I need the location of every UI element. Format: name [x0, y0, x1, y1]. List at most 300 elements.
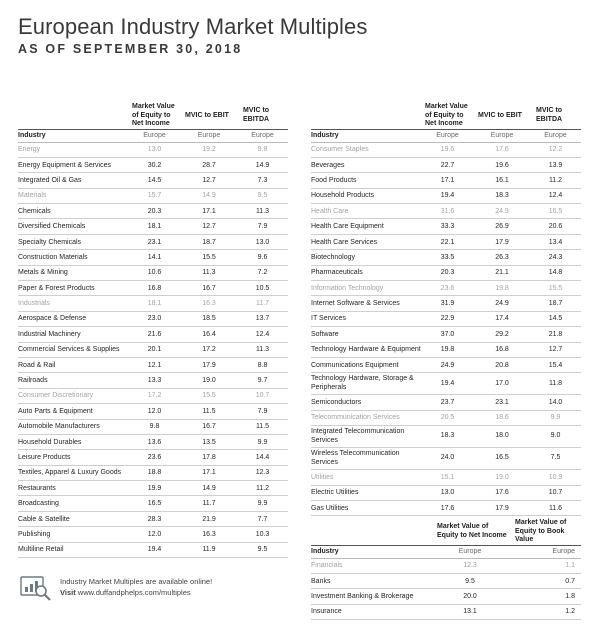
mv-net-income-value: 10.6	[128, 265, 181, 280]
industry-row	[18, 434, 288, 449]
industry-name: Industrials	[18, 296, 128, 311]
mvic-ebitda-value: 24.3	[530, 250, 581, 265]
industry-name: Financials	[311, 558, 431, 573]
mv-net-income-value: 21.6	[128, 327, 181, 342]
industry-row	[311, 395, 581, 410]
mv-net-income-value: 20.5	[421, 410, 474, 425]
col-header-mv-net-income: Market Value of Equity to Net Income	[437, 523, 507, 539]
industry-name: Paper & Forest Products	[18, 281, 128, 296]
region-label: Europe	[128, 129, 181, 142]
page-subtitle: AS OF SEPTEMBER 30, 2018	[18, 42, 243, 56]
mv-net-income-value: 19.9	[128, 481, 181, 496]
mv-net-income-value: 13.0	[421, 485, 474, 500]
mv-net-income-value: 16.5	[128, 496, 181, 511]
industry-name: Electric Utilities	[311, 485, 421, 500]
industry-name: Banks	[311, 573, 431, 588]
mvic-ebitda-value: 12.7	[530, 342, 581, 357]
mvic-ebit-value: 29.2	[474, 327, 530, 342]
industry-row	[18, 281, 288, 296]
financials-multiples-table	[311, 519, 581, 620]
sector-row	[311, 558, 581, 573]
page-title: European Industry Market Multiples	[18, 14, 368, 39]
mvic-ebit-value: 15.5	[181, 250, 237, 265]
industry-row	[311, 589, 581, 604]
mv-net-income-value: 24.0	[421, 448, 474, 470]
industry-name: Railroads	[18, 373, 128, 388]
industry-row	[311, 448, 581, 470]
industry-name: Construction Materials	[18, 250, 128, 265]
mv-book-value-value: 1.1	[509, 558, 581, 573]
region-label: Europe	[421, 129, 474, 142]
mvic-ebit-value: 11.7	[181, 496, 237, 511]
mv-net-income-value: 23.6	[128, 450, 181, 465]
mv-net-income-value: 22.9	[421, 311, 474, 326]
industry-name: Biotechnology	[311, 250, 421, 265]
mv-net-income-value: 22.7	[421, 157, 474, 172]
mvic-ebitda-value: 10.3	[237, 527, 288, 542]
mvic-ebit-value: 12.7	[181, 173, 237, 188]
mvic-ebitda-value: 9.0	[530, 426, 581, 448]
region-row	[18, 129, 288, 142]
mvic-ebit-value: 14.9	[181, 188, 237, 203]
mv-net-income-value: 18.1	[128, 296, 181, 311]
mvic-ebitda-value: 11.6	[530, 500, 581, 515]
industry-name: Technology Hardware, Storage & Peripherals	[311, 373, 421, 395]
industry-row	[311, 357, 581, 372]
industry-name: Integrated Telecommunication Services	[311, 426, 421, 448]
industry-name: Health Care Services	[311, 234, 421, 249]
mvic-ebitda-value: 10.7	[530, 485, 581, 500]
mvic-ebit-value: 15.5	[181, 388, 237, 403]
mv-net-income-value: 19.4	[128, 542, 181, 557]
industry-name: Household Durables	[18, 434, 128, 449]
mvic-ebitda-value: 9.7	[237, 373, 288, 388]
mvic-ebitda-value: 14.0	[530, 395, 581, 410]
mvic-ebit-value: 26.3	[474, 250, 530, 265]
mv-net-income-value: 31.6	[421, 204, 474, 219]
industry-row	[18, 450, 288, 465]
industry-row	[311, 219, 581, 234]
mvic-ebitda-value: 14.8	[530, 265, 581, 280]
mvic-ebit-value: 17.6	[474, 142, 530, 157]
industry-name: Household Products	[311, 188, 421, 203]
mvic-ebitda-value: 9.5	[237, 188, 288, 203]
industry-row	[311, 188, 581, 203]
mvic-ebit-value: 19.2	[181, 142, 237, 157]
col-header-industry: Industry	[311, 129, 421, 142]
col-header-industry: Industry	[311, 545, 431, 558]
region-label: Europe	[431, 545, 509, 558]
region-row	[311, 545, 581, 558]
mvic-ebitda-value: 18.7	[530, 296, 581, 311]
industry-name: Publishing	[18, 527, 128, 542]
right-multiples-table	[311, 103, 581, 516]
industry-row	[18, 173, 288, 188]
industry-row	[311, 250, 581, 265]
mvic-ebitda-value: 11.2	[530, 173, 581, 188]
mvic-ebitda-value: 11.7	[237, 296, 288, 311]
industry-row	[311, 311, 581, 326]
industry-name: Consumer Discretionary	[18, 388, 128, 403]
industry-name: Industrial Machinery	[18, 327, 128, 342]
industry-row	[18, 542, 288, 557]
visit-label: Visit	[60, 588, 76, 597]
mv-net-income-value: 28.3	[128, 511, 181, 526]
mv-net-income-value: 33.3	[421, 219, 474, 234]
region-label: Europe	[181, 129, 237, 142]
mvic-ebit-value: 20.8	[474, 357, 530, 372]
mvic-ebit-value: 23.1	[474, 395, 530, 410]
mvic-ebit-value: 16.8	[474, 342, 530, 357]
sector-row	[18, 188, 288, 203]
industry-name: Integrated Oil & Gas	[18, 173, 128, 188]
mv-net-income-value: 9.8	[128, 419, 181, 434]
mvic-ebitda-value: 9.5	[237, 542, 288, 557]
industry-name: Pharmaceuticals	[311, 265, 421, 280]
mv-net-income-value: 19.4	[421, 373, 474, 395]
mvic-ebit-value: 11.3	[181, 265, 237, 280]
mvic-ebitda-value: 16.5	[530, 204, 581, 219]
industry-name: Software	[311, 327, 421, 342]
mv-net-income-value: 19.8	[421, 342, 474, 357]
industry-row	[18, 419, 288, 434]
mvic-ebit-value: 28.7	[181, 157, 237, 172]
sector-row	[311, 410, 581, 425]
industry-name: Utilities	[311, 470, 421, 485]
industry-name: Energy Equipment & Services	[18, 157, 128, 172]
mv-net-income-value: 31.9	[421, 296, 474, 311]
mvic-ebit-value: 19.6	[474, 157, 530, 172]
industry-name: Road & Rail	[18, 357, 128, 372]
mvic-ebit-value: 16.7	[181, 419, 237, 434]
mv-net-income-value: 20.3	[421, 265, 474, 280]
mvic-ebit-value: 16.5	[474, 448, 530, 470]
region-label: Europe	[474, 129, 530, 142]
mvic-ebit-value: 16.7	[181, 281, 237, 296]
sector-row	[18, 142, 288, 157]
industry-name: Commercial Services & Supplies	[18, 342, 128, 357]
industry-name: Metals & Mining	[18, 265, 128, 280]
mvic-ebitda-value: 7.9	[237, 404, 288, 419]
chart-magnifier-icon	[20, 575, 52, 601]
industry-name: Beverages	[311, 157, 421, 172]
mv-net-income-value: 17.6	[421, 500, 474, 515]
mvic-ebitda-value: 15.5	[530, 281, 581, 296]
col-header-industry: Industry	[18, 129, 128, 142]
industry-name: Restaurants	[18, 481, 128, 496]
industry-name: Telecommunication Services	[311, 410, 421, 425]
industry-name: Cable & Satellite	[18, 511, 128, 526]
industry-row	[18, 373, 288, 388]
mvic-ebitda-value: 14.5	[530, 311, 581, 326]
mv-net-income-value: 13.1	[431, 604, 509, 619]
industry-row	[18, 204, 288, 219]
industry-name: Multiline Retail	[18, 542, 128, 557]
mv-net-income-value: 23.1	[128, 234, 181, 249]
industry-name: Semiconductors	[311, 395, 421, 410]
mvic-ebitda-value: 9.9	[530, 410, 581, 425]
col-header-mvic-ebit: MVIC to EBIT	[478, 111, 522, 119]
mvic-ebit-value: 24.9	[474, 204, 530, 219]
mvic-ebit-value: 18.0	[474, 426, 530, 448]
industry-row	[18, 496, 288, 511]
mvic-ebitda-value: 9.8	[237, 142, 288, 157]
industry-name: Investment Banking & Brokerage	[311, 589, 431, 604]
industry-name: Gas Utilities	[311, 500, 421, 515]
mv-net-income-value: 19.6	[421, 142, 474, 157]
industry-name: Health Care	[311, 204, 421, 219]
sector-row	[311, 204, 581, 219]
mvic-ebitda-value: 10.7	[237, 388, 288, 403]
industry-name: Wireless Telecommunication Services	[311, 448, 421, 470]
header-row	[311, 519, 581, 545]
sector-row	[311, 281, 581, 296]
mv-net-income-value: 12.1	[128, 357, 181, 372]
mvic-ebitda-value: 11.3	[237, 342, 288, 357]
mvic-ebit-value: 18.6	[474, 410, 530, 425]
region-label: Europe	[509, 545, 581, 558]
online-notice-text: Industry Market Multiples are available online!	[60, 577, 213, 586]
col-header-mvic-ebit: MVIC to EBIT	[185, 111, 229, 119]
mvic-ebit-value: 26.9	[474, 219, 530, 234]
mvic-ebitda-value: 8.8	[237, 357, 288, 372]
industry-name: Specialty Chemicals	[18, 234, 128, 249]
industry-row	[311, 296, 581, 311]
industry-row	[18, 511, 288, 526]
sector-row	[311, 142, 581, 157]
region-label: Europe	[237, 129, 288, 142]
mvic-ebit-value: 17.0	[474, 373, 530, 395]
mv-net-income-value: 12.0	[128, 527, 181, 542]
mvic-ebitda-value: 9.9	[237, 434, 288, 449]
mvic-ebit-value: 24.9	[474, 296, 530, 311]
mvic-ebit-value: 17.6	[474, 485, 530, 500]
mvic-ebitda-value: 9.9	[237, 496, 288, 511]
industry-row	[18, 404, 288, 419]
mv-net-income-value: 23.6	[421, 281, 474, 296]
mvic-ebit-value: 21.1	[474, 265, 530, 280]
mvic-ebitda-value: 14.9	[237, 157, 288, 172]
mvic-ebitda-value: 13.4	[530, 234, 581, 249]
industry-row	[311, 604, 581, 619]
online-multiples-notice	[20, 575, 280, 605]
mvic-ebit-value: 18.5	[181, 311, 237, 326]
mvic-ebit-value: 16.3	[181, 527, 237, 542]
industry-row	[311, 426, 581, 448]
industry-name: Broadcasting	[18, 496, 128, 511]
mv-net-income-value: 22.1	[421, 234, 474, 249]
mv-net-income-value: 37.0	[421, 327, 474, 342]
mv-net-income-value: 17.2	[128, 388, 181, 403]
region-row	[311, 129, 581, 142]
mv-net-income-value: 18.1	[128, 219, 181, 234]
mvic-ebitda-value: 13.0	[237, 234, 288, 249]
industry-name: Leisure Products	[18, 450, 128, 465]
mv-net-income-value: 18.8	[128, 465, 181, 480]
mv-net-income-value: 13.0	[128, 142, 181, 157]
mvic-ebitda-value: 10.5	[237, 281, 288, 296]
industry-name: Communications Equipment	[311, 357, 421, 372]
mvic-ebit-value: 17.2	[181, 342, 237, 357]
mvic-ebitda-value: 13.9	[530, 157, 581, 172]
industry-row	[18, 234, 288, 249]
industry-name: Technology Hardware & Equipment	[311, 342, 421, 357]
mv-net-income-value: 16.8	[128, 281, 181, 296]
mvic-ebit-value: 16.3	[181, 296, 237, 311]
mvic-ebitda-value: 11.8	[530, 373, 581, 395]
industry-name: Information Technology	[311, 281, 421, 296]
mvic-ebitda-value: 12.4	[237, 327, 288, 342]
mv-book-value-value: 0.7	[509, 573, 581, 588]
mvic-ebit-value: 17.4	[474, 311, 530, 326]
industry-row	[311, 173, 581, 188]
left-multiples-table	[18, 103, 288, 558]
mvic-ebitda-value: 14.4	[237, 450, 288, 465]
mv-net-income-value: 15.1	[421, 470, 474, 485]
mv-net-income-value: 20.1	[128, 342, 181, 357]
industry-row	[18, 527, 288, 542]
mvic-ebitda-value: 21.8	[530, 327, 581, 342]
mv-net-income-value: 24.9	[421, 357, 474, 372]
industry-row	[311, 265, 581, 280]
col-header-mv-book-value: Market Value of Equity to Book Value	[515, 519, 567, 543]
mvic-ebit-value: 17.1	[181, 204, 237, 219]
mv-net-income-value: 23.0	[128, 311, 181, 326]
industry-row	[18, 465, 288, 480]
industry-row	[18, 265, 288, 280]
industry-row	[18, 250, 288, 265]
col-header-mvic-ebitda: MVIC to EBITDA	[536, 107, 563, 123]
industry-row	[18, 219, 288, 234]
mv-net-income-value: 15.7	[128, 188, 181, 203]
industry-row	[18, 342, 288, 357]
industry-name: IT Services	[311, 311, 421, 326]
industry-row	[311, 327, 581, 342]
industry-name: Chemicals	[18, 204, 128, 219]
mv-net-income-value: 20.0	[431, 589, 509, 604]
mvic-ebitda-value: 7.3	[237, 173, 288, 188]
industry-row	[18, 357, 288, 372]
industry-row	[311, 234, 581, 249]
mv-net-income-value: 12.3	[431, 558, 509, 573]
header-row	[18, 103, 288, 129]
industry-name: Auto Parts & Equipment	[18, 404, 128, 419]
mvic-ebit-value: 19.0	[181, 373, 237, 388]
sector-row	[18, 388, 288, 403]
mv-net-income-value: 18.3	[421, 426, 474, 448]
mv-net-income-value: 33.5	[421, 250, 474, 265]
mvic-ebitda-value: 12.2	[530, 142, 581, 157]
industry-name: Textiles, Apparel & Luxury Goods	[18, 465, 128, 480]
mvic-ebitda-value: 12.3	[237, 465, 288, 480]
mv-net-income-value: 17.1	[421, 173, 474, 188]
mv-book-value-value: 1.8	[509, 589, 581, 604]
industry-name: Food Products	[311, 173, 421, 188]
mv-net-income-value: 12.0	[128, 404, 181, 419]
mvic-ebit-value: 19.0	[474, 470, 530, 485]
industry-row	[311, 500, 581, 515]
mvic-ebitda-value: 12.4	[530, 188, 581, 203]
mv-net-income-value: 9.5	[431, 573, 509, 588]
header-row	[311, 103, 581, 129]
mvic-ebitda-value: 10.9	[530, 470, 581, 485]
mvic-ebit-value: 21.9	[181, 511, 237, 526]
col-header-mv-net-income: Market Value of Equity to Net Income	[425, 103, 468, 127]
industry-name: Automobile Manufacturers	[18, 419, 128, 434]
mvic-ebitda-value: 11.2	[237, 481, 288, 496]
mvic-ebitda-value: 7.9	[237, 219, 288, 234]
mvic-ebit-value: 17.9	[181, 357, 237, 372]
industry-row	[311, 573, 581, 588]
mvic-ebitda-value: 13.7	[237, 311, 288, 326]
industry-name: Diversified Chemicals	[18, 219, 128, 234]
mvic-ebit-value: 17.1	[181, 465, 237, 480]
sector-row	[311, 470, 581, 485]
mvic-ebit-value: 14.9	[181, 481, 237, 496]
mvic-ebit-value: 19.8	[474, 281, 530, 296]
region-label: Europe	[530, 129, 581, 142]
col-header-mv-net-income: Market Value of Equity to Net Income	[132, 103, 175, 127]
mvic-ebit-value: 11.5	[181, 404, 237, 419]
mvic-ebit-value: 17.9	[474, 500, 530, 515]
industry-row	[311, 157, 581, 172]
mvic-ebit-value: 13.5	[181, 434, 237, 449]
industry-row	[311, 485, 581, 500]
mv-net-income-value: 13.6	[128, 434, 181, 449]
industry-row	[18, 327, 288, 342]
mvic-ebitda-value: 15.4	[530, 357, 581, 372]
industry-name: Health Care Equipment	[311, 219, 421, 234]
mvic-ebitda-value: 7.7	[237, 511, 288, 526]
mv-net-income-value: 14.5	[128, 173, 181, 188]
mv-net-income-value: 13.3	[128, 373, 181, 388]
mvic-ebit-value: 18.7	[181, 234, 237, 249]
mvic-ebitda-value: 7.5	[530, 448, 581, 470]
mv-net-income-value: 23.7	[421, 395, 474, 410]
mvic-ebitda-value: 11.3	[237, 204, 288, 219]
mvic-ebitda-value: 20.6	[530, 219, 581, 234]
industry-name: Aerospace & Defense	[18, 311, 128, 326]
mv-book-value-value: 1.2	[509, 604, 581, 619]
mvic-ebitda-value: 7.2	[237, 265, 288, 280]
mvic-ebit-value: 12.7	[181, 219, 237, 234]
mvic-ebit-value: 16.4	[181, 327, 237, 342]
industry-name: Insurance	[311, 604, 431, 619]
mvic-ebit-value: 18.3	[474, 188, 530, 203]
mv-net-income-value: 20.3	[128, 204, 181, 219]
mvic-ebit-value: 11.9	[181, 542, 237, 557]
col-header-mvic-ebitda: MVIC to EBITDA	[243, 107, 270, 123]
industry-row	[18, 311, 288, 326]
industry-row	[311, 342, 581, 357]
industry-row	[18, 481, 288, 496]
mvic-ebit-value: 16.1	[474, 173, 530, 188]
industry-row	[311, 373, 581, 395]
sector-row	[18, 296, 288, 311]
mvic-ebitda-value: 11.5	[237, 419, 288, 434]
mvic-ebit-value: 17.8	[181, 450, 237, 465]
mvic-ebit-value: 17.9	[474, 234, 530, 249]
mv-net-income-value: 30.2	[128, 157, 181, 172]
industry-name: Energy	[18, 142, 128, 157]
mvic-ebitda-value: 9.6	[237, 250, 288, 265]
mv-net-income-value: 14.1	[128, 250, 181, 265]
industry-name: Consumer Staples	[311, 142, 421, 157]
mv-net-income-value: 19.4	[421, 188, 474, 203]
multiples-url-link[interactable]: www.duffandphelps.com/multiples	[77, 588, 191, 597]
industry-name: Materials	[18, 188, 128, 203]
industry-row	[18, 157, 288, 172]
